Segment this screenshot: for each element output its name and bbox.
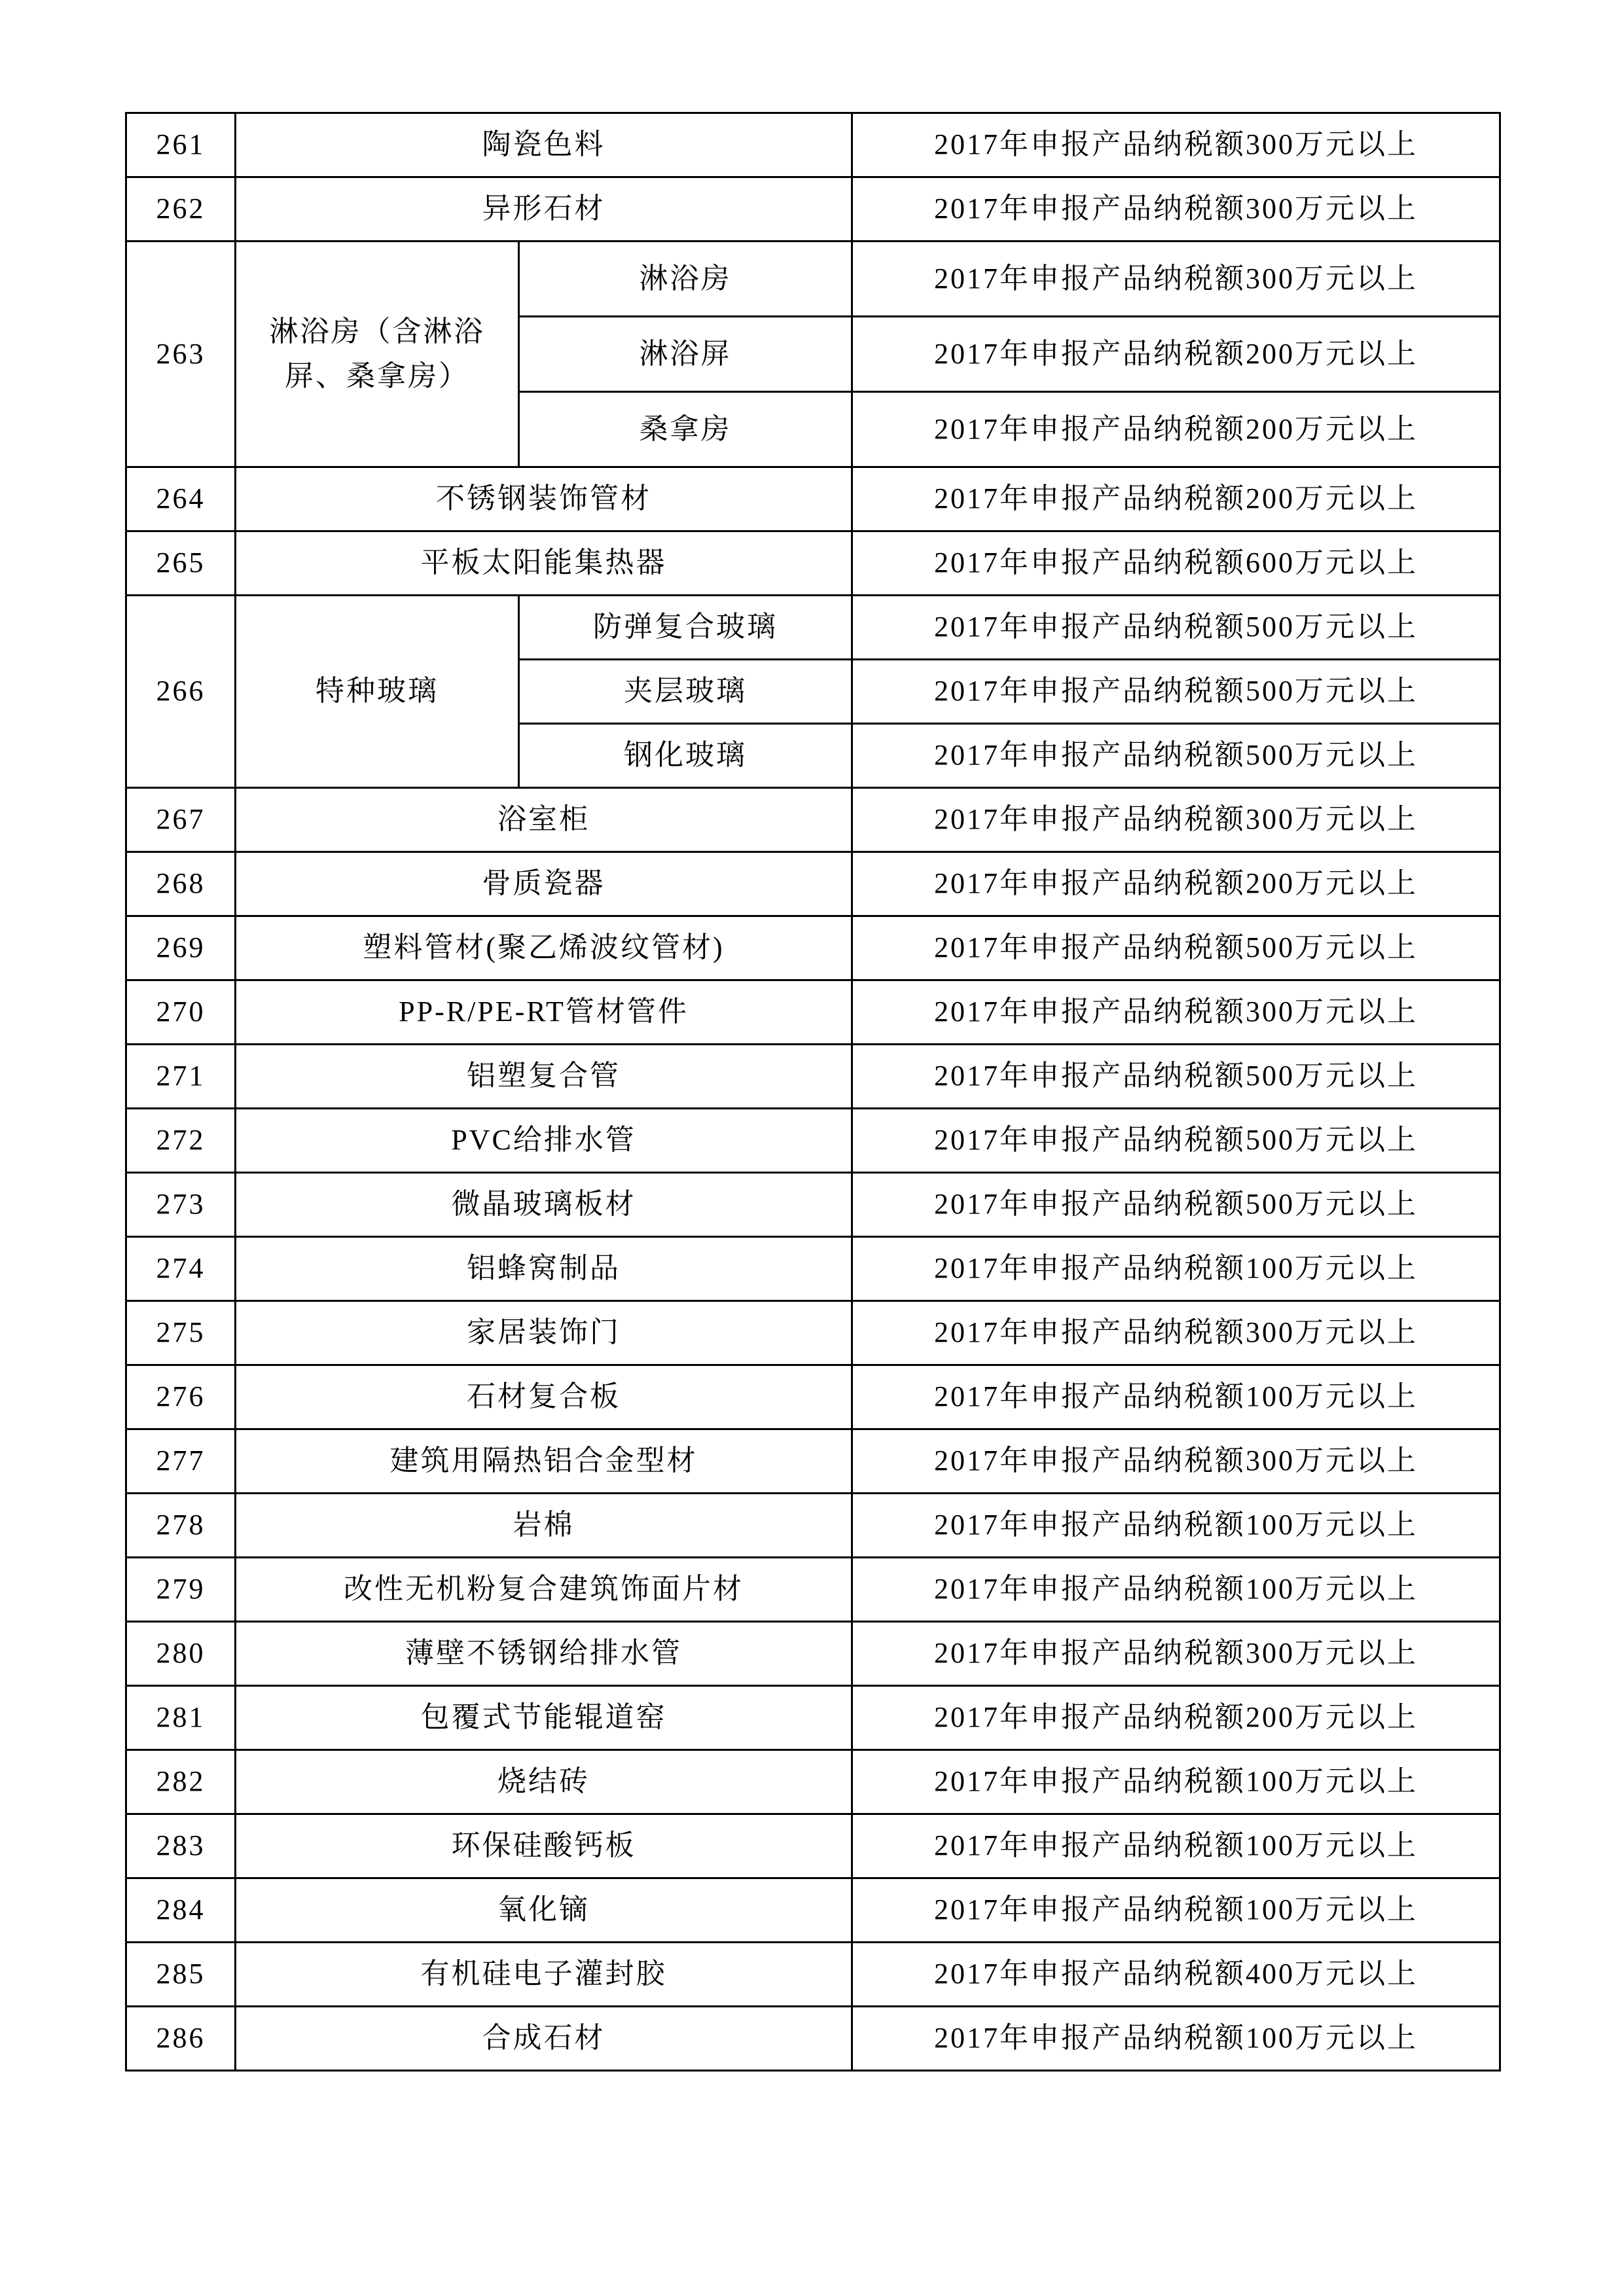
requirement-cell: 2017年申报产品纳税额500万元以上	[852, 1045, 1500, 1109]
product-cell: 环保硅酸钙板	[236, 1814, 852, 1878]
product-cell: 氧化镝	[236, 1878, 852, 1943]
requirement-cell: 2017年申报产品纳税额500万元以上	[852, 916, 1500, 980]
table-row	[126, 596, 1500, 660]
group-product-label: 淋浴房（含淋浴屏、桑拿房）	[269, 315, 485, 392]
product-cell: 烧结砖	[236, 1750, 852, 1814]
requirement-cell: 2017年申报产品纳税额400万元以上	[852, 1943, 1500, 2007]
sub-product-cell: 淋浴房	[519, 242, 852, 317]
product-cell: 有机硅电子灌封胶	[236, 1943, 852, 2007]
product-cell: 合成石材	[236, 2007, 852, 2071]
table-row	[126, 788, 1500, 852]
row-number-cell: 281	[126, 1686, 236, 1750]
product-cell: 异形石材	[236, 177, 852, 242]
row-number-cell: 285	[126, 1943, 236, 2007]
product-cell: 薄壁不锈钢给排水管	[236, 1622, 852, 1686]
table-row	[126, 980, 1500, 1045]
table-row	[126, 1045, 1500, 1109]
table-row	[126, 1173, 1500, 1237]
sub-product-cell: 钢化玻璃	[519, 724, 852, 788]
product-cell: 陶瓷色料	[236, 113, 852, 177]
row-number-cell: 275	[126, 1301, 236, 1365]
table-row	[126, 1814, 1500, 1878]
row-number-cell: 271	[126, 1045, 236, 1109]
requirement-cell: 2017年申报产品纳税额500万元以上	[852, 1173, 1500, 1237]
table-row	[126, 242, 1500, 317]
table-row	[126, 1686, 1500, 1750]
table-row	[126, 1237, 1500, 1301]
requirement-cell: 2017年申报产品纳税额200万元以上	[852, 1686, 1500, 1750]
row-number-cell: 265	[126, 531, 236, 596]
requirement-cell: 2017年申报产品纳税额100万元以上	[852, 1814, 1500, 1878]
row-number-cell: 280	[126, 1622, 236, 1686]
product-cell: 铝蜂窝制品	[236, 1237, 852, 1301]
table-row	[126, 1622, 1500, 1686]
requirement-cell: 2017年申报产品纳税额100万元以上	[852, 1237, 1500, 1301]
requirement-cell: 2017年申报产品纳税额500万元以上	[852, 1109, 1500, 1173]
requirement-cell: 2017年申报产品纳税额200万元以上	[852, 467, 1500, 531]
row-number-cell: 262	[126, 177, 236, 242]
product-tax-table	[125, 112, 1501, 2072]
table-row	[126, 177, 1500, 242]
requirement-cell: 2017年申报产品纳税额200万元以上	[852, 317, 1500, 392]
requirement-cell: 2017年申报产品纳税额100万元以上	[852, 1365, 1500, 1429]
product-cell: PP-R/PE-RT管材管件	[236, 980, 852, 1045]
row-number-cell: 282	[126, 1750, 236, 1814]
product-cell: 改性无机粉复合建筑饰面片材	[236, 1558, 852, 1622]
table-row	[126, 531, 1500, 596]
product-cell: 微晶玻璃板材	[236, 1173, 852, 1237]
product-cell: 骨质瓷器	[236, 852, 852, 916]
table-row	[126, 852, 1500, 916]
row-number-cell: 284	[126, 1878, 236, 1943]
product-cell: PVC给排水管	[236, 1109, 852, 1173]
table-row	[126, 1494, 1500, 1558]
table-row	[126, 1109, 1500, 1173]
row-number-cell: 267	[126, 788, 236, 852]
requirement-cell: 2017年申报产品纳税额100万元以上	[852, 1878, 1500, 1943]
product-cell: 包覆式节能辊道窑	[236, 1686, 852, 1750]
sub-product-cell: 淋浴屏	[519, 317, 852, 392]
requirement-cell: 2017年申报产品纳税额300万元以上	[852, 1429, 1500, 1494]
row-number-cell: 263	[126, 242, 236, 467]
table-row	[126, 1301, 1500, 1365]
requirement-cell: 2017年申报产品纳税额100万元以上	[852, 1558, 1500, 1622]
row-number-cell: 268	[126, 852, 236, 916]
requirement-cell: 2017年申报产品纳税额500万元以上	[852, 724, 1500, 788]
requirement-cell: 2017年申报产品纳税额300万元以上	[852, 1622, 1500, 1686]
product-cell: 浴室柜	[236, 788, 852, 852]
row-number-cell: 272	[126, 1109, 236, 1173]
requirement-cell: 2017年申报产品纳税额100万元以上	[852, 1494, 1500, 1558]
product-cell: 石材复合板	[236, 1365, 852, 1429]
requirement-cell: 2017年申报产品纳税额500万元以上	[852, 596, 1500, 660]
row-number-cell: 279	[126, 1558, 236, 1622]
requirement-cell: 2017年申报产品纳税额300万元以上	[852, 980, 1500, 1045]
row-number-cell: 264	[126, 467, 236, 531]
table-body	[126, 113, 1500, 2071]
table-row	[126, 1558, 1500, 1622]
sub-product-cell: 防弹复合玻璃	[519, 596, 852, 660]
row-number-cell: 269	[126, 916, 236, 980]
row-number-cell: 270	[126, 980, 236, 1045]
table-row	[126, 1878, 1500, 1943]
requirement-cell: 2017年申报产品纳税额200万元以上	[852, 852, 1500, 916]
requirement-cell: 2017年申报产品纳税额300万元以上	[852, 1301, 1500, 1365]
table-row	[126, 2007, 1500, 2071]
product-cell: 铝塑复合管	[236, 1045, 852, 1109]
table-row	[126, 916, 1500, 980]
sub-product-cell: 桑拿房	[519, 392, 852, 467]
row-number-cell: 278	[126, 1494, 236, 1558]
requirement-cell: 2017年申报产品纳税额300万元以上	[852, 113, 1500, 177]
product-cell: 塑料管材(聚乙烯波纹管材)	[236, 916, 852, 980]
requirement-cell: 2017年申报产品纳税额300万元以上	[852, 177, 1500, 242]
group-product-label: 特种玻璃	[316, 675, 439, 708]
row-number-cell: 266	[126, 596, 236, 788]
product-cell: 平板太阳能集热器	[236, 531, 852, 596]
row-number-cell: 283	[126, 1814, 236, 1878]
table-row	[126, 467, 1500, 531]
group-product-cell	[236, 596, 519, 788]
row-number-cell: 286	[126, 2007, 236, 2071]
row-number-cell: 276	[126, 1365, 236, 1429]
product-cell: 家居装饰门	[236, 1301, 852, 1365]
product-cell: 建筑用隔热铝合金型材	[236, 1429, 852, 1494]
requirement-cell: 2017年申报产品纳税额600万元以上	[852, 531, 1500, 596]
row-number-cell: 261	[126, 113, 236, 177]
requirement-cell: 2017年申报产品纳税额200万元以上	[852, 392, 1500, 467]
table-row	[126, 113, 1500, 177]
table-row	[126, 1365, 1500, 1429]
requirement-cell: 2017年申报产品纳税额100万元以上	[852, 1750, 1500, 1814]
group-product-cell	[236, 242, 519, 467]
requirement-cell: 2017年申报产品纳税额300万元以上	[852, 788, 1500, 852]
product-cell: 不锈钢装饰管材	[236, 467, 852, 531]
row-number-cell: 274	[126, 1237, 236, 1301]
table-row	[126, 1750, 1500, 1814]
requirement-cell: 2017年申报产品纳税额500万元以上	[852, 660, 1500, 724]
product-cell: 岩棉	[236, 1494, 852, 1558]
table-row	[126, 1943, 1500, 2007]
requirement-cell: 2017年申报产品纳税额300万元以上	[852, 242, 1500, 317]
row-number-cell: 273	[126, 1173, 236, 1237]
requirement-cell: 2017年申报产品纳税额100万元以上	[852, 2007, 1500, 2071]
table-row	[126, 1429, 1500, 1494]
row-number-cell: 277	[126, 1429, 236, 1494]
sub-product-cell: 夹层玻璃	[519, 660, 852, 724]
